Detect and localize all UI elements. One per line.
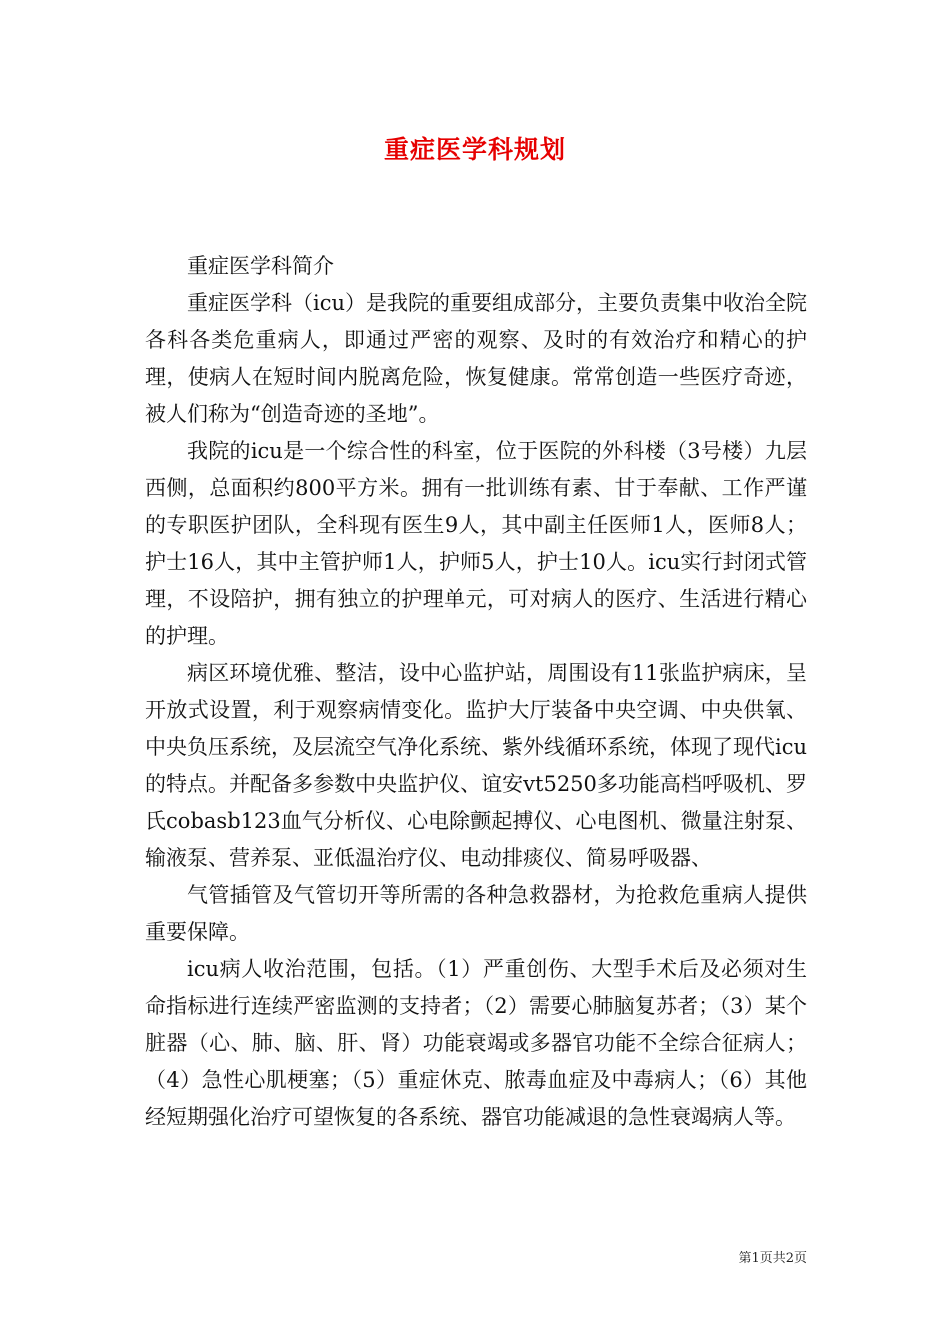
page-number: 第1页共2页: [738, 1251, 807, 1266]
paragraph-intro: 重症医学科（icu）是我院的重要组成部分，主要负责集中收治全院各科各类危重病人，即通过严密的观察、及时的有效治疗和精心的护理，使病人在短时间内脱离危险，恢复健康。常常创造一些医疗奇迹，被人们称为“创造奇迹的圣地”。: [145, 291, 807, 426]
section-heading: 重症医学科简介: [187, 254, 334, 278]
document-body: [145, 248, 807, 1136]
paragraph-admission-scope: icu病人收治范围，包括。（1）严重创伤、大型手术后及必须对生命指标进行连续严密监测的支持者；（2）需要心肺脑复苏者；（3）某个脏器（心、肺、脑、肝、肾）功能衰竭或多器官功能不全综合征病人；（4）急性心肌梗塞；（5）重症休克、脓毒血症及中毒病人；（6）其他经短期强化治疗可望恢复的各系统、器官功能减退的急性衰竭病人等。: [145, 957, 807, 1129]
paragraph-department: 我院的icu是一个综合性的科室，位于医院的外科楼（3号楼）九层西侧，总面积约800平方米。拥有一批训练有素、甘于奉献、工作严谨的专职医护团队，全科现有医生9人，其中副主任医师1人，医师8人；护士16人，其中主管护师1人，护师5人，护士10人。icu实行封闭式管理，不设陪护，拥有独立的护理单元，可对病人的医疗、生活进行精心的护理。: [145, 439, 807, 648]
paragraph-environment: 病区环境优雅、整洁，设中心监护站，周围设有11张监护病床，呈开放式设置，利于观察病情变化。监护大厅装备中央空调、中央供氧、中央负压系统，及层流空气净化系统、紫外线循环系统，体现了现代icu的特点。并配备多参数中央监护仪、谊安vt5250多功能高档呼吸机、罗氏cobasb123血气分析仪、心电除颤起搏仪、心电图机、微量注射泵、输液泵、营养泵、亚低温治疗仪、电动排痰仪、简易呼吸器、: [145, 661, 807, 870]
paragraph-equipment: 气管插管及气管切开等所需的各种急救器材，为抢救危重病人提供重要保障。: [145, 883, 807, 944]
document-title: 重症医学科规划: [383, 135, 566, 164]
